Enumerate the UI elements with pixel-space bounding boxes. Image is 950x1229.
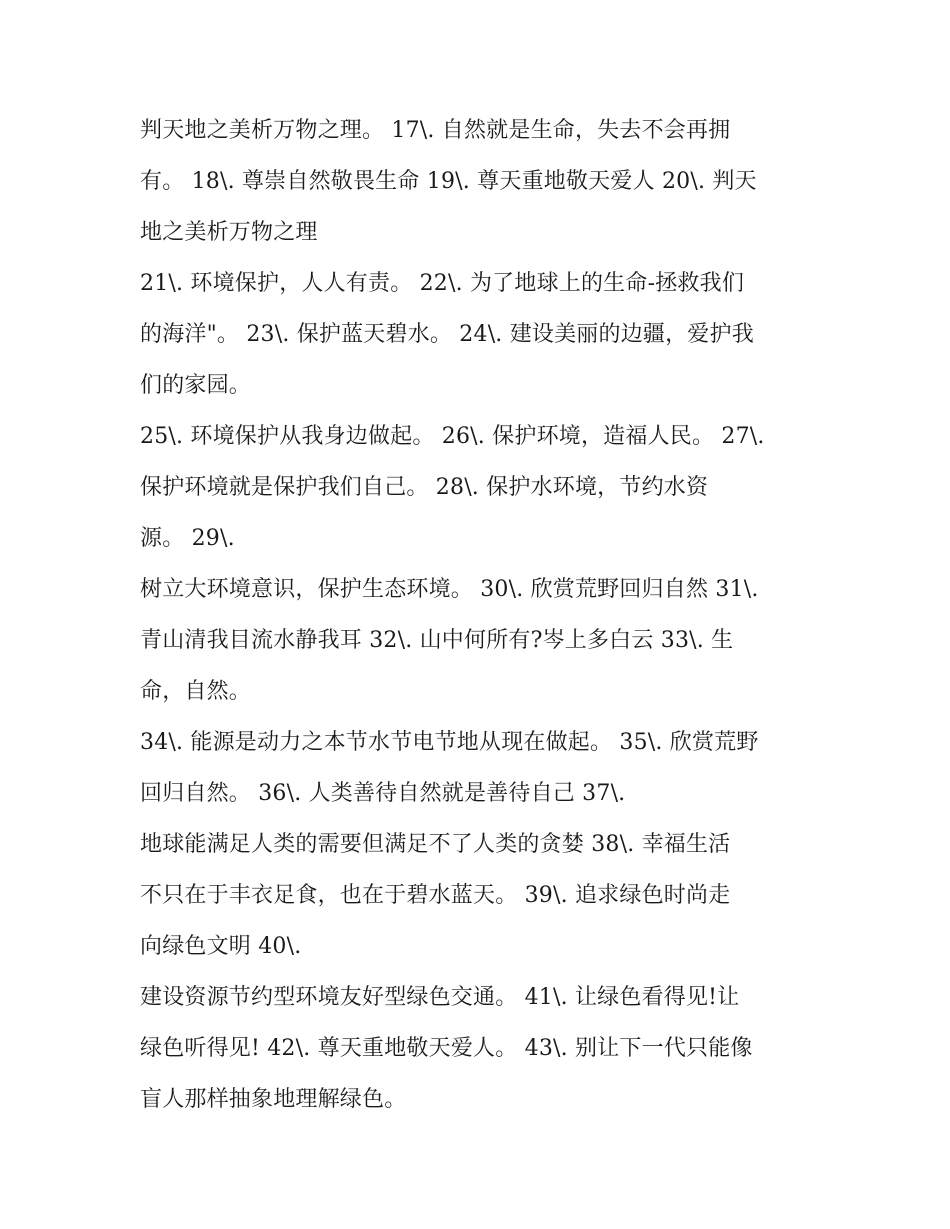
text-line: 青山清我目流水静我耳 32\. 山中何所有?岑上多白云 33\. 生 (140, 628, 734, 653)
text-line: 回归自然。 36\. 人类善待自然就是善待自己 37\. (140, 781, 626, 806)
text-line: 21\. 环境保护，人人有责。 22\. 为了地球上的生命-拯救我们 (140, 271, 745, 296)
text-line: 地之美析万物之理 (140, 220, 318, 245)
text-line: 树立大环境意识，保护生态环境。 30\. 欣赏荒野回归自然 31\. (140, 577, 759, 602)
text-line: 不只在于丰衣足食，也在于碧水蓝天。 39\. 追求绿色时尚走 (140, 883, 731, 908)
text-line: 建设资源节约型环境友好型绿色交通。 41\. 让绿色看得见!让 (140, 985, 740, 1010)
text-line: 保护环境就是保护我们自己。 28\. 保护水环境，节约水资 (140, 475, 709, 500)
text-line: 们的家园。 (140, 373, 252, 398)
text-line: 25\. 环境保护从我身边做起。 26\. 保护环境，造福人民。 27\. (140, 424, 765, 449)
text-line: 有。 18\. 尊崇自然敬畏生命 19\. 尊天重地敬天爱人 20\. 判天 (140, 169, 757, 194)
text-line: 源。 29\. (140, 526, 235, 551)
text-line: 命，自然。 (140, 679, 252, 704)
text-line: 判天地之美析万物之理。 17\. 自然就是生命，失去不会再拥 (140, 118, 731, 143)
document-body (140, 105, 830, 1125)
text-line: 绿色听得见! 42\. 尊天重地敬天爱人。 43\. 别让下一代只能像 (140, 1036, 753, 1061)
text-line: 向绿色文明 40\. (140, 934, 302, 959)
text-line: 的海洋"。 23\. 保护蓝天碧水。 24\. 建设美丽的边疆，爱护我 (140, 322, 754, 347)
text-line: 盲人那样抽象地理解绿色。 (140, 1087, 407, 1112)
text-line: 地球能满足人类的需要但满足不了人类的贪婪 38\. 幸福生活 (140, 832, 731, 857)
text-line: 34\. 能源是动力之本节水节电节地从现在做起。 35\. 欣赏荒野 (140, 730, 759, 755)
